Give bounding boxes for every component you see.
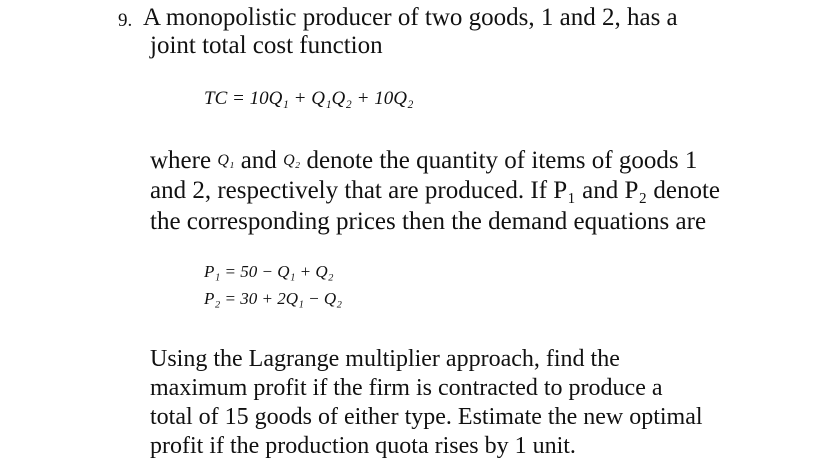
cost-function-rhs: = 10Q₁ + Q₁Q₂ + 10Q₂ (232, 88, 414, 109)
task-line-4: profit if the production quota rises by 1 unit. (150, 433, 576, 459)
problem-number: 9. (118, 10, 133, 31)
where-word: where (150, 147, 212, 174)
demand-equation-2: P₂ = 30 + 2Q₁ − Q₂ (204, 289, 343, 308)
where-line-1 (150, 146, 697, 176)
where-line-1-rest: denote the quantity of items of goods 1 (306, 147, 698, 174)
task-line-3: total of 15 goods of either type. Estimate the new optimal (150, 404, 703, 430)
q2-symbol: Q₂ (283, 152, 301, 169)
q1-symbol: Q₁ (217, 152, 235, 169)
cost-function-equation (204, 88, 414, 110)
task-line-1: Using the Lagrange multiplier approach, find the (150, 346, 620, 372)
cost-function-lhs: TC (204, 88, 228, 109)
demand-equation-1: P₁ = 50 − Q₁ + Q₂ (204, 262, 334, 281)
intro-line-1: A monopolistic producer of two goods, 1 and 2, has a (143, 4, 678, 31)
task-line-2: maximum profit if the firm is contracted to produce a (150, 375, 663, 401)
intro-line-2: joint total cost function (150, 32, 383, 59)
where-line-2: and 2, respectively that are produced. If P₁ and P₂ denote (150, 177, 721, 204)
where-line-3: the corresponding prices then the demand equations are (150, 208, 707, 235)
and-word: and (240, 147, 277, 174)
